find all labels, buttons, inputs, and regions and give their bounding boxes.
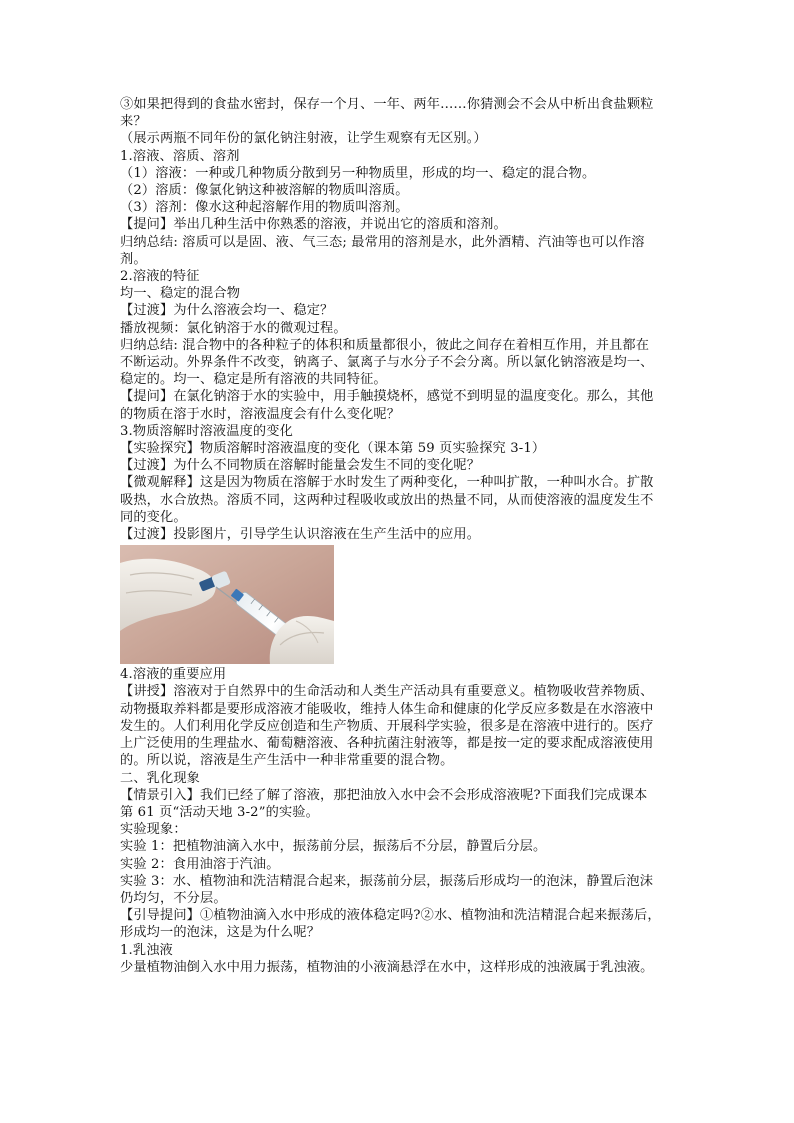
text-line: 稳定的。均一、稳定是所有溶液的共同特征。 <box>120 372 387 388</box>
text-line: （3）溶剂：像水这种起溶解作用的物质叫溶剂。 <box>120 200 409 216</box>
text-line: 【过渡】投影图片，引导学生认识溶液在生产生活中的应用。 <box>120 527 481 543</box>
text-line: 【微观解释】这是因为物质在溶解于水时发生了两种变化，一种叫扩散，一种叫水合。扩散 <box>120 475 654 491</box>
text-line: 【讲授】溶液对于自然界中的生命活动和人类生产活动具有重要意义。植物吸收营养物质、 <box>120 684 654 700</box>
text-line: 同的变化。 <box>120 509 187 525</box>
text-line: 【提问】在氯化钠溶于水的实验中，用手触摸烧杯，感觉不到明显的温度变化。那么，其他 <box>120 389 654 405</box>
text-line: 实验 3：水、植物油和洗洁精混合起来，振荡前分层，振荡后形成均一的泡沫，静置后泡沫 <box>120 873 654 889</box>
text-line: 的。所以说，溶液是生产生活中一种非常重要的混合物。 <box>120 753 454 769</box>
text-line: 【过渡】为什么溶液会均一、稳定？ <box>120 303 334 319</box>
text-line: （2）溶质：像氯化钠这种被溶解的物质叫溶质。 <box>120 183 409 199</box>
text-line: 来？ <box>120 114 147 130</box>
text-line: 【引导提问】①植物油滴入水中形成的液体稳定吗?②水、植物油和洗洁精混合起来振荡后， <box>120 908 661 924</box>
text-line: 实验 2：食用油溶于汽油。 <box>120 856 280 872</box>
section-heading: 二、乳化现象 <box>120 770 201 786</box>
text-line: （展示两瓶不同年份的氯化钠注射液，让学生观察有无区别。） <box>120 131 487 147</box>
text-line: 实验现象： <box>120 822 187 838</box>
text-line: 动物摄取养料都是要形成溶液才能吸收，维持人体生命和健康的化学反应多数是在水溶液中 <box>120 701 654 717</box>
text-line: 【情景引入】我们已经了解了溶液，那把油放入水中会不会形成溶液呢?下面我们完成课本 <box>120 787 648 803</box>
text-line: （1）溶液：一种或几种物质分散到另一种物质里，形成的均一、稳定的混合物。 <box>120 165 596 181</box>
text-line: 播放视频：氯化钠溶于水的微观过程。 <box>120 320 347 336</box>
text-line: 上广泛使用的生理盐水、葡萄糖溶液、各种抗菌注射液等，都是按一定的要求配成溶液使用 <box>120 736 654 752</box>
text-line: 不断运动。外界条件不改变，钠离子、氯离子与水分子不会分离。所以氯化钠溶液是均一、 <box>120 355 654 371</box>
text-line: 吸热，水合放热。溶质不同，这两种过程吸收或放出的热量不同，从而使溶液的温度发生不 <box>120 492 654 508</box>
injection-photo-illustration <box>120 545 334 664</box>
text-line: 形成均一的泡沫，这是为什么呢？ <box>120 925 321 941</box>
text-line: 发生的。人们利用化学反应创造和生产物质、开展科学实验，很多是在溶液中进行的。医疗 <box>120 718 654 734</box>
text-line: 第 61 页“活动天地 3-2”的实验。 <box>120 804 319 820</box>
text-block-top <box>120 96 680 543</box>
injection-photo <box>120 545 334 664</box>
text-line: 剂。 <box>120 251 147 267</box>
text-line: 的物质在溶于水时，溶液温度会有什么变化呢？ <box>120 406 401 422</box>
section-heading: 4.溶液的重要应用 <box>120 667 227 683</box>
section-heading: 1.溶液、溶质、溶剂 <box>120 148 240 164</box>
text-line: 实验 1：把植物油滴入水中，振荡前分层，振荡后不分层，静置后分层。 <box>120 839 547 855</box>
text-line: ③如果把得到的食盐水密封，保存一个月、一年、两年……你猜测会不会从中析出食盐颗粒 <box>120 97 654 112</box>
text-line: 归纳总结: 混合物中的各种粒子的体积和质量都很小，彼此之间存在着相互作用，并且都在 <box>120 337 650 353</box>
section-heading: 1.乳浊液 <box>120 942 173 958</box>
text-line: 归纳总结: 溶质可以是固、液、气三态; 最常用的溶剂是水，此外酒精、汽油等也可以作溶 <box>120 234 645 250</box>
text-line: 均一、稳定的混合物 <box>120 286 241 302</box>
document-page <box>120 96 680 976</box>
section-heading: 3.物质溶解时溶液温度的变化 <box>120 423 293 439</box>
text-line: 仍均匀，不分层。 <box>120 890 227 906</box>
text-line: 【实验探究】物质溶解时溶液温度的变化（课本第 59 页实验探究 3-1） <box>120 441 546 457</box>
text-block-bottom <box>120 666 680 976</box>
section-heading: 2.溶液的特征 <box>120 269 200 285</box>
text-line: 【过渡】为什么不同物质在溶解时能量会发生不同的变化呢？ <box>120 458 481 474</box>
text-line: 少量植物油倒入水中用力振荡，植物油的小液滴悬浮在水中，这样形成的浊液属于乳浊液。 <box>120 959 654 975</box>
text-line: 【提问】举出几种生活中你熟悉的溶液，并说出它的溶质和溶剂。 <box>120 217 507 233</box>
